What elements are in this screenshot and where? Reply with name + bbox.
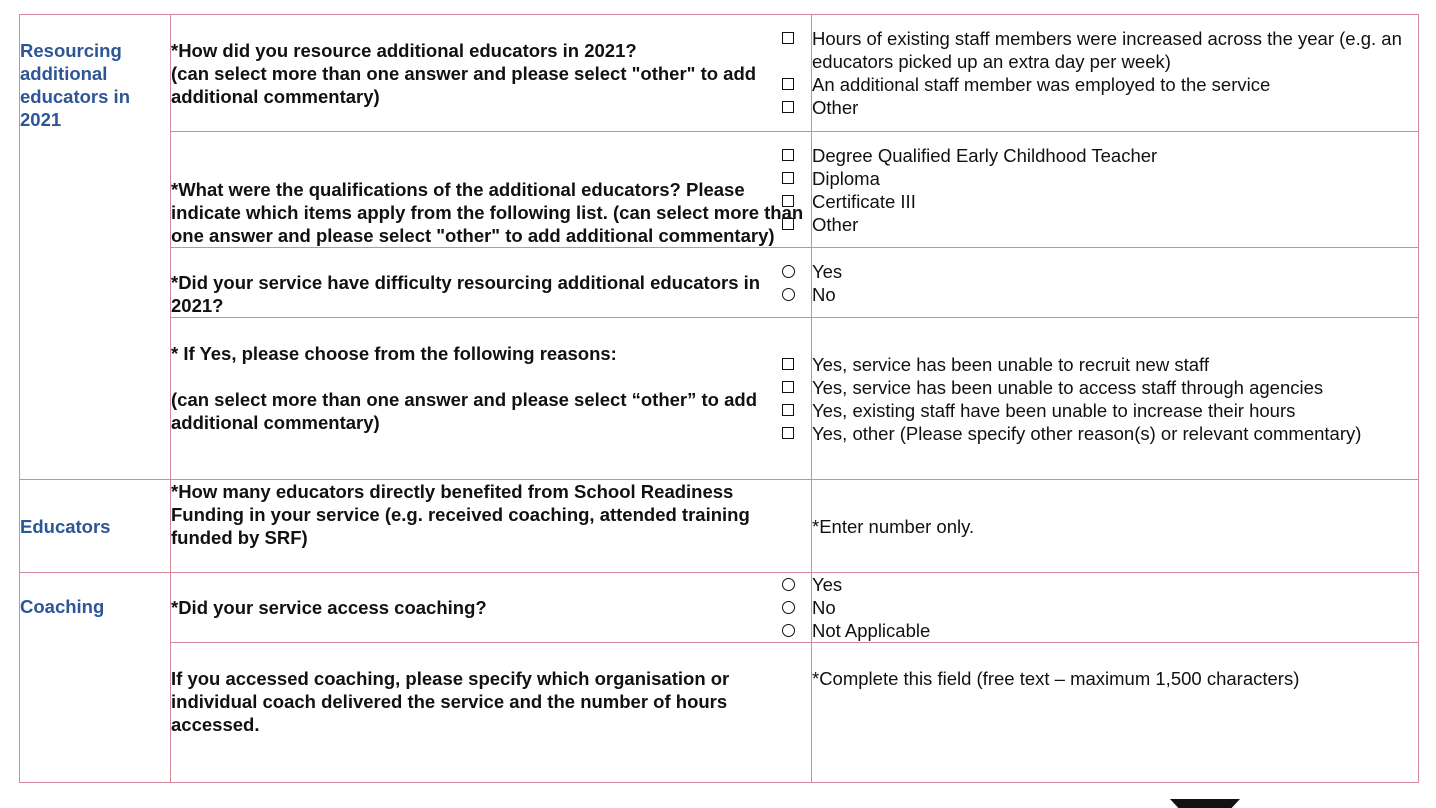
checkbox-option[interactable] [812, 73, 1418, 96]
question-hint: (can select more than one answer and please select "other" to add additional commentary) [171, 62, 757, 107]
survey-form-table [19, 14, 1419, 783]
checkbox-icon[interactable] [782, 149, 794, 161]
checkbox-icon[interactable] [782, 172, 794, 184]
option-label: Yes [812, 260, 843, 282]
option-label: No [812, 597, 836, 618]
checkbox-icon[interactable] [782, 427, 794, 439]
options-difficulty [812, 248, 1419, 318]
question-resource-method [171, 15, 812, 132]
option-label: Yes, existing staff have been unable to increase their hours [812, 399, 1296, 421]
option-label: Certificate III [812, 190, 916, 212]
question-text: *How many educators directly benefited from School Readiness Funding in your service (e.g. received coaching, attended training funded by SRF) [171, 481, 750, 548]
radio-option[interactable] [812, 283, 1418, 306]
option-label: No [812, 283, 836, 305]
field-hint: *Enter number only. [812, 515, 975, 537]
options-coaching-access [812, 573, 1419, 643]
question-text: *Did your service have difficulty resourcing additional educators in 2021? [171, 272, 761, 316]
radio-icon[interactable] [782, 624, 795, 637]
radio-icon[interactable] [782, 288, 795, 301]
checkbox-option[interactable] [812, 27, 1418, 73]
educators-count-field[interactable] [812, 480, 1419, 573]
table-row [20, 318, 1419, 480]
checkbox-icon[interactable] [782, 404, 794, 416]
option-label: Yes, service has been unable to recruit new staff [812, 353, 1209, 375]
checkbox-icon[interactable] [782, 381, 794, 393]
options-resource-method [812, 15, 1419, 132]
option-label: Diploma [812, 167, 880, 189]
checkbox-icon[interactable] [782, 358, 794, 370]
radio-icon[interactable] [782, 265, 795, 278]
question-qualifications [171, 132, 812, 248]
table-row [20, 480, 1419, 573]
checkbox-icon[interactable] [782, 195, 794, 207]
option-label: Yes, service has been unable to access staff through agencies [812, 376, 1324, 398]
option-label: Degree Qualified Early Childhood Teacher [812, 144, 1158, 166]
option-label: Hours of existing staff members were increased across the year (e.g. an educators picked up an extra day per week) [812, 28, 1402, 72]
field-hint: *Complete this field (free text – maximum 1,500 characters) [812, 668, 1300, 689]
checkbox-option[interactable] [812, 422, 1418, 445]
question-text: If you accessed coaching, please specify which organisation or individual coach delivered the service and the number of hours accessed. [171, 668, 730, 735]
section-label-resourcing: Resourcing additional educators in 2021 [20, 15, 171, 480]
checkbox-option[interactable] [812, 376, 1418, 399]
question-text: *How did you resource additional educators in 2021? [171, 39, 637, 61]
checkbox-icon[interactable] [782, 78, 794, 90]
question-coaching-details [171, 643, 812, 783]
table-row [20, 248, 1419, 318]
checkbox-option[interactable] [812, 167, 1418, 190]
option-label: Other [812, 97, 859, 118]
checkbox-option[interactable] [812, 96, 1418, 119]
question-hint: (can select more than one answer and please select “other” to add additional commentary) [171, 389, 758, 433]
checkbox-icon[interactable] [782, 218, 794, 230]
radio-option[interactable] [812, 573, 1418, 596]
checkbox-option[interactable] [812, 399, 1418, 422]
checkbox-icon[interactable] [782, 101, 794, 113]
radio-option[interactable] [812, 596, 1418, 619]
options-reasons [812, 318, 1419, 480]
table-row [20, 573, 1419, 643]
radio-icon[interactable] [782, 601, 795, 614]
checkbox-icon[interactable] [782, 32, 794, 44]
options-qualifications [812, 132, 1419, 248]
question-reasons [171, 318, 812, 480]
option-label: Other [812, 213, 859, 235]
radio-option[interactable] [812, 619, 1418, 642]
table-row [20, 15, 1419, 132]
question-educators-benefited [171, 480, 812, 573]
checkbox-option[interactable] [812, 213, 1418, 236]
question-difficulty [171, 248, 812, 318]
option-label: Yes [812, 574, 843, 595]
option-label: Not Applicable [812, 620, 931, 641]
checkbox-option[interactable] [812, 353, 1418, 376]
checkbox-option[interactable] [812, 144, 1418, 167]
radio-option[interactable] [812, 260, 1418, 283]
option-label: An additional staff member was employed to the service [812, 74, 1271, 95]
coaching-details-field[interactable] [812, 643, 1419, 783]
question-text: * If Yes, please choose from the following reasons: [171, 343, 617, 364]
radio-icon[interactable] [782, 578, 795, 591]
table-row [20, 132, 1419, 248]
question-text: *What were the qualifications of the additional educators? Please indicate which items apply from the following list. (can select more than one answer and please select "other" to add additional commentary) [171, 179, 804, 246]
section-label-coaching: Coaching [20, 573, 171, 783]
section-label-educators: Educators [20, 480, 171, 573]
checkbox-option[interactable] [812, 190, 1418, 213]
option-label: Yes, other (Please specify other reason(s) or relevant commentary) [812, 422, 1362, 444]
question-coaching-access [171, 573, 812, 643]
question-text: *Did your service access coaching? [171, 597, 487, 618]
logo-mark [1170, 799, 1240, 808]
table-row [20, 643, 1419, 783]
